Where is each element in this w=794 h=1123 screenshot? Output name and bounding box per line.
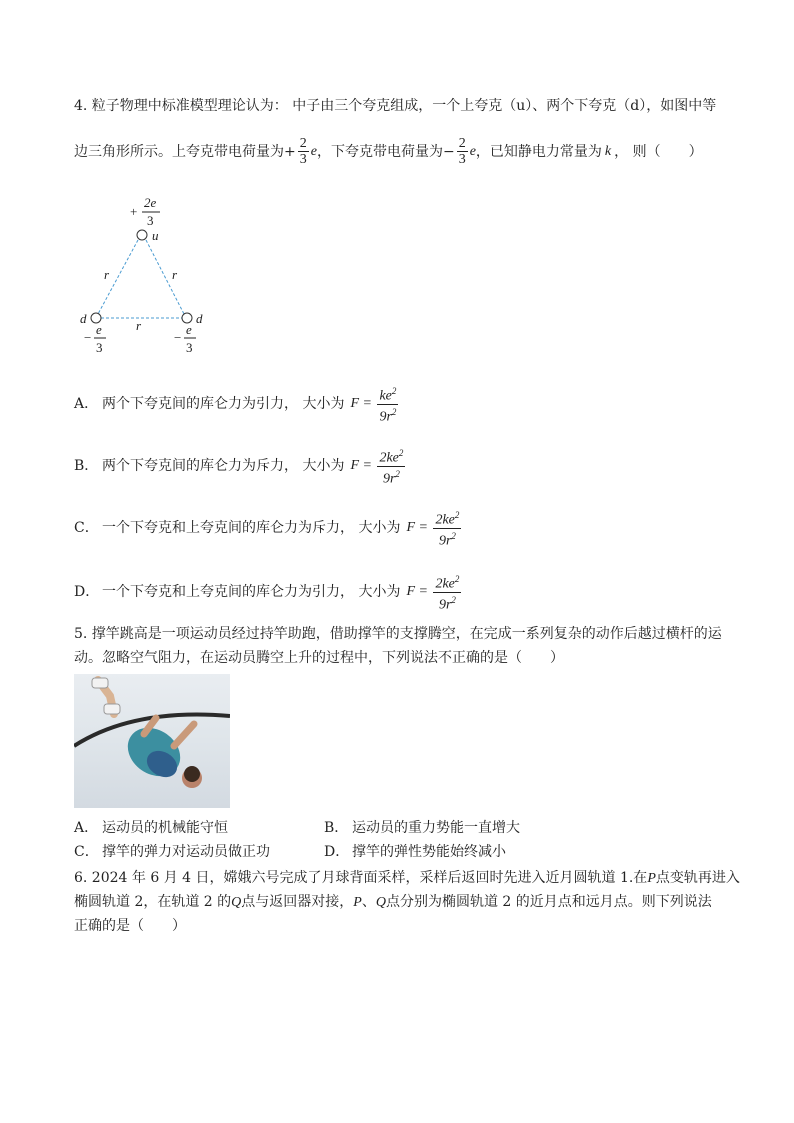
q4-down-charge-fraction: $\frac{2}{3}$ (458, 136, 466, 167)
q4-option-d-formula: $\frac{2ke^2}{9r^2}$ (435, 574, 460, 613)
r-right-label: r (172, 267, 178, 282)
q4-up-charge-fraction: $\frac{2}{3}$ (299, 136, 307, 167)
right-charge-sign: − (174, 330, 182, 345)
q5-option-d[interactable]: D． 撑竿的弹性势能始终减小 (324, 844, 506, 860)
q4-option-c-formula: $\frac{2ke^2}{9r^2}$ (435, 510, 460, 549)
q5-option-c[interactable]: C． 撑竿的弹力对运动员做正功 (74, 844, 270, 860)
q4-option-a[interactable]: A． 两个下夸克间的库仑力为引力， 大小为 F = $\frac{ke^2}{9r^2}$ (74, 386, 397, 425)
q4-option-c[interactable]: C． 一个下夸克和上夸克间的库仑力为斥力， 大小为 F = $\frac{2ke^2}{9r^2}$ (74, 510, 460, 549)
q5-stem-line2: 动。忽略空气阻力，在运动员腾空上升的过程中，下列说法不正确的是（ ） (74, 650, 564, 666)
r-bottom-label: r (136, 318, 142, 333)
d-right-label: d (196, 311, 203, 326)
q4-option-a-formula: $\frac{ke^2}{9r^2}$ (379, 386, 397, 425)
top-charge-num: 2e (144, 195, 157, 210)
quark-triangle-diagram (76, 190, 216, 360)
d-left-label: d (80, 311, 87, 326)
q5-stem-line1: 5. 撑竿跳高是一项运动员经过持竿助跑，借助撑竿的支撑腾空，在完成一系列复杂的动作后越过横杆的运 (74, 626, 722, 642)
q5-option-b[interactable]: B． 运动员的重力势能一直增大 (324, 820, 520, 836)
q6-stem-line1: 6. 2024 年 6 月 4 日，嫦娥六号完成了月球背面采样，采样后返回时先进入近月圆轨道 1.在P点变轨再进入 (74, 870, 740, 886)
q4-option-b[interactable]: B． 两个下夸克间的库仑力为斥力， 大小为 F = $\frac{2ke^2}{9r^2}$ (74, 448, 404, 487)
side-right (146, 240, 184, 314)
pole-vault-photo (74, 674, 230, 808)
top-charge-sign: + (130, 204, 138, 219)
q6-stem-line2: 椭圆轨道 2，在轨道 2 的Q点与返回器对接，P、Q点分别为椭圆轨道 2 的近月点和远月点。则下列说法 (74, 894, 712, 910)
pole-vaulter-illustration (74, 674, 230, 808)
left-charge-den: 3 (96, 340, 103, 355)
q4-option-d[interactable]: D． 一个下夸克和上夸克间的库仑力为引力， 大小为 F = $\frac{2ke^2}{9r^2}$ (74, 574, 460, 613)
r-left-label: r (104, 267, 110, 282)
u-label: u (152, 228, 159, 243)
q5-option-a[interactable]: A． 运动员的机械能守恒 (74, 820, 228, 836)
q4-stem-line2: 边三角形所示。上夸克带电荷量为+ $\frac{2}{3}$ e ，下夸克带电荷量为− $\frac{2}{3}$ e ，已知静电力常量为 k ， 则（ ） (74, 136, 703, 167)
q4-option-b-formula: $\frac{2ke^2}{9r^2}$ (379, 448, 404, 487)
q6-stem-line3: 正确的是（ ） (74, 918, 186, 934)
left-charge-num: e (96, 322, 102, 337)
q4-stem-line1: 4. 粒子物理中标准模型理论认为： 中子由三个夸克组成，一个上夸克（u）、两个下夸克（d），如图中等 (74, 98, 717, 114)
up-quark-circle (137, 230, 147, 240)
top-charge-den: 3 (147, 213, 154, 228)
right-charge-num: e (186, 322, 192, 337)
left-charge-sign: − (84, 330, 92, 345)
right-charge-den: 3 (186, 340, 193, 355)
